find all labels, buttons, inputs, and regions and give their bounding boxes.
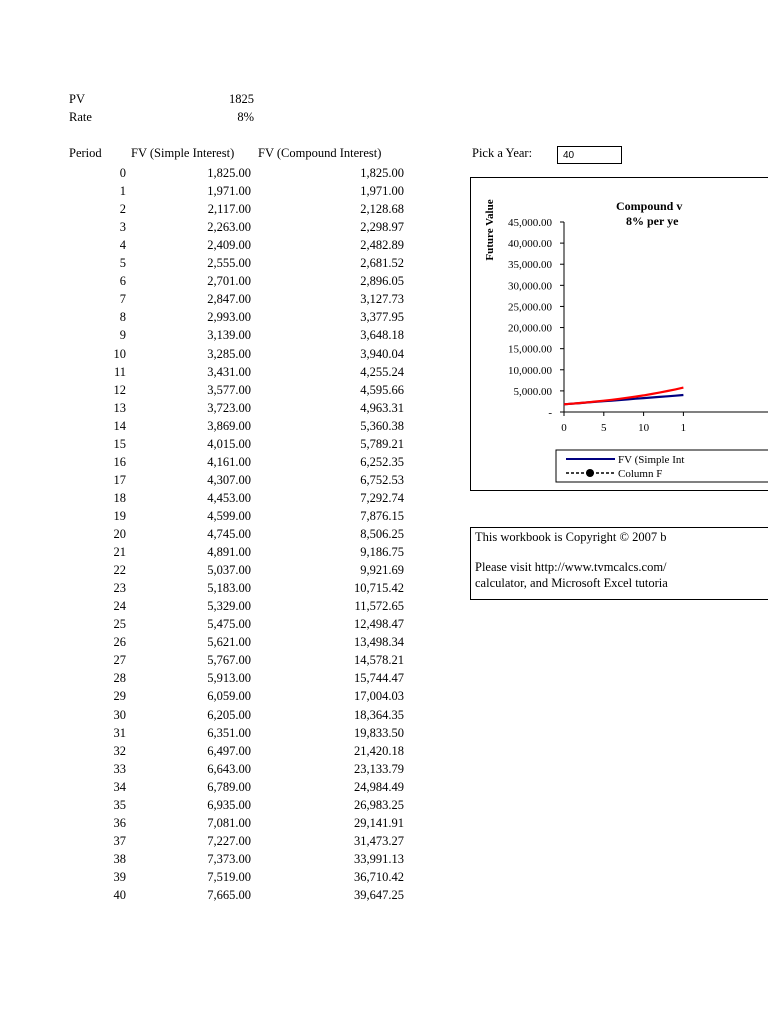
table-row (0, 381, 460, 399)
table-row (0, 525, 460, 543)
period-cell[interactable]: 7 (119, 292, 126, 307)
y-tick-label: 15,000.00 (508, 343, 552, 356)
period-cell[interactable]: 33 (113, 761, 126, 776)
period-cell[interactable]: 17 (113, 472, 126, 487)
fv-compound-cell[interactable]: 39,647.25 (354, 888, 404, 902)
fv-compound-cell[interactable]: 23,133.79 (354, 761, 404, 776)
fv-compound-cell[interactable]: 21,420.18 (354, 743, 404, 758)
fv-compound-cell[interactable]: 5,789.21 (360, 436, 404, 451)
fv-simple-cell[interactable]: 4,599.00 (207, 508, 251, 523)
period-cell[interactable]: 31 (113, 725, 126, 740)
period-cell[interactable]: 34 (113, 779, 126, 794)
table-row (0, 850, 460, 868)
fv-compound-cell[interactable]: 17,004.03 (354, 689, 404, 704)
table-row (0, 435, 460, 453)
table-row (0, 597, 460, 615)
period-cell[interactable]: 18 (113, 490, 126, 505)
fv-compound-cell[interactable]: 11,572.65 (354, 599, 404, 614)
period-cell[interactable]: 16 (113, 454, 126, 469)
fv-simple-cell[interactable]: 2,847.00 (207, 292, 251, 307)
table-row (0, 471, 460, 489)
fv-simple-cell[interactable]: 6,789.00 (207, 779, 251, 794)
period-cell[interactable]: 28 (113, 671, 126, 686)
table-row (0, 507, 460, 525)
period-cell[interactable]: 27 (113, 653, 126, 668)
fv-compound-cell[interactable]: 24,984.49 (354, 779, 404, 794)
fv-simple-cell[interactable]: 3,285.00 (207, 346, 251, 361)
table-row (0, 218, 460, 236)
x-tick-label: 10 (638, 422, 650, 434)
fv-simple-cell[interactable]: 2,993.00 (207, 310, 251, 325)
period-cell[interactable]: 21 (113, 545, 126, 560)
period-cell[interactable]: 11 (113, 364, 126, 379)
table-row (0, 561, 460, 579)
rate-value-cell[interactable]: 8% (237, 110, 254, 124)
period-cell[interactable]: 23 (113, 581, 126, 596)
y-tick-label: 30,000.00 (508, 280, 552, 293)
chart-title-line-2: 8% per ye (626, 214, 679, 228)
period-cell[interactable]: 0 (119, 166, 126, 180)
table-row (0, 687, 460, 705)
period-cell[interactable]: 12 (113, 382, 126, 397)
period-cell[interactable]: 20 (113, 527, 126, 541)
table-row (0, 760, 460, 778)
fv-simple-cell[interactable]: 6,935.00 (207, 797, 251, 812)
fv-simple-cell[interactable]: 6,205.00 (207, 707, 251, 722)
fv-simple-cell[interactable]: 3,431.00 (207, 364, 251, 379)
fv-simple-cell[interactable]: 4,161.00 (207, 454, 251, 469)
table-row (0, 543, 460, 561)
fv-simple-cell[interactable]: 7,519.00 (207, 869, 251, 884)
y-tick-label: 10,000.00 (508, 364, 552, 377)
fv-compound-cell[interactable]: 2,482.89 (360, 238, 404, 253)
period-cell[interactable]: 36 (113, 815, 126, 830)
fv-simple-cell[interactable]: 2,409.00 (207, 238, 251, 253)
fv-simple-cell[interactable]: 7,665.00 (207, 888, 251, 902)
fv-compound-cell[interactable]: 36,710.42 (354, 869, 404, 884)
fv-simple-cell[interactable]: 2,701.00 (207, 274, 251, 289)
x-tick-label: 5 (601, 422, 607, 434)
table-row (0, 489, 460, 507)
copyright-line: This workbook is Copyright © 2007 b (475, 530, 667, 544)
fv-compound-cell[interactable]: 9,921.69 (360, 563, 404, 578)
legend-marker-column-f (586, 469, 594, 477)
fv-compound-cell[interactable]: 33,991.13 (354, 851, 404, 866)
y-tick-label: 25,000.00 (508, 301, 552, 314)
period-cell[interactable]: 8 (119, 310, 126, 325)
period-cell[interactable]: 32 (113, 743, 126, 758)
fv-compound-cell[interactable]: 26,983.25 (354, 797, 404, 812)
header-period: Period (69, 146, 102, 160)
fv-simple-cell[interactable]: 6,497.00 (207, 743, 251, 758)
fv-simple-cell[interactable]: 5,767.00 (207, 653, 251, 668)
fv-simple-cell[interactable]: 5,329.00 (207, 599, 251, 614)
period-cell[interactable]: 24 (113, 599, 126, 614)
period-cell[interactable]: 2 (119, 202, 126, 217)
fv-simple-cell[interactable]: 5,621.00 (207, 635, 251, 650)
period-cell[interactable]: 39 (113, 869, 126, 884)
fv-compound-cell[interactable]: 7,292.74 (360, 490, 404, 505)
period-cell[interactable]: 35 (113, 797, 126, 812)
table-row (0, 651, 460, 669)
pv-value-cell[interactable]: 1825 (229, 92, 254, 106)
fv-compound-cell[interactable]: 4,595.66 (360, 382, 404, 397)
y-tick-label: 35,000.00 (508, 259, 552, 272)
pv-label: PV (69, 92, 85, 106)
fv-compound-cell[interactable]: 31,473.27 (354, 833, 404, 848)
fv-simple-cell[interactable]: 6,059.00 (207, 689, 251, 704)
copyright-note (470, 527, 768, 600)
fv-simple-cell[interactable]: 5,037.00 (207, 563, 251, 578)
fv-compound-cell[interactable]: 2,896.05 (360, 274, 404, 289)
fv-simple-cell[interactable]: 2,555.00 (207, 256, 251, 271)
fv-compound-cell[interactable]: 4,963.31 (360, 400, 404, 415)
fv-compound-cell[interactable]: 9,186.75 (360, 545, 404, 560)
table-row (0, 272, 460, 290)
tutorial-line: calculator, and Microsoft Excel tutoria (475, 576, 668, 590)
period-cell[interactable]: 9 (119, 328, 126, 343)
fv-simple-cell[interactable]: 2,263.00 (207, 220, 251, 235)
fv-simple-cell[interactable]: 3,577.00 (207, 382, 251, 397)
period-cell[interactable]: 13 (113, 400, 126, 415)
period-cell[interactable]: 29 (113, 689, 126, 704)
fv-simple-cell[interactable]: 5,475.00 (207, 617, 251, 632)
pick-year-label: Pick a Year: (472, 146, 533, 160)
rate-label: Rate (69, 110, 92, 124)
x-tick-label: 1 (680, 422, 687, 434)
fv-simple-cell[interactable]: 4,307.00 (207, 472, 251, 487)
table-row (0, 796, 460, 814)
y-tick-label: 5,000.00 (513, 385, 552, 398)
fv-compound-cell[interactable]: 2,681.52 (360, 256, 404, 271)
table-row (0, 579, 460, 597)
fv-compound-cell[interactable]: 6,252.35 (360, 454, 404, 469)
table-row (0, 832, 460, 850)
fv-simple-cell[interactable]: 4,453.00 (207, 490, 251, 505)
fv-compound-cell[interactable]: 2,298.97 (360, 220, 404, 235)
period-cell[interactable]: 26 (113, 635, 126, 650)
period-cell[interactable]: 1 (119, 184, 126, 199)
fv-simple-cell[interactable]: 3,869.00 (207, 418, 251, 433)
fv-simple-cell[interactable]: 4,891.00 (207, 545, 251, 560)
fv-compound-cell[interactable]: 5,360.38 (360, 418, 404, 433)
fv-simple-cell[interactable]: 3,139.00 (207, 328, 251, 343)
y-tick-label: - (548, 407, 552, 419)
fv-compound-cell[interactable]: 10,715.42 (354, 581, 404, 596)
fv-compound-cell[interactable]: 14,578.21 (354, 653, 404, 668)
fv-compound-cell[interactable]: 19,833.50 (354, 725, 404, 740)
table-row (0, 724, 460, 742)
period-cell[interactable]: 15 (113, 436, 126, 451)
chart-container[interactable] (470, 177, 768, 491)
chart-title-line-1: Compound v (616, 199, 683, 213)
fv-simple-cell[interactable]: 1,971.00 (207, 184, 251, 199)
period-cell[interactable]: 25 (113, 617, 126, 632)
fv-table (0, 164, 460, 904)
fv-compound-cell[interactable]: 3,377.95 (360, 310, 404, 325)
table-row (0, 236, 460, 254)
future-value-chart (471, 178, 768, 491)
fv-simple-cell[interactable]: 6,643.00 (207, 761, 251, 776)
table-row (0, 254, 460, 272)
period-cell[interactable]: 5 (119, 256, 126, 271)
fv-simple-cell[interactable]: 1,825.00 (207, 166, 251, 180)
fv-simple-cell[interactable]: 4,745.00 (207, 527, 251, 541)
fv-compound-cell[interactable]: 3,127.73 (360, 292, 404, 307)
table-row (0, 345, 460, 363)
table-row (0, 669, 460, 687)
fv-compound-cell[interactable]: 3,940.04 (360, 346, 404, 361)
period-cell[interactable]: 3 (119, 220, 126, 235)
fv-simple-cell[interactable]: 7,373.00 (207, 851, 251, 866)
table-row (0, 290, 460, 308)
table-row (0, 886, 460, 904)
x-tick-label: 0 (561, 422, 567, 434)
table-row (0, 706, 460, 724)
period-cell[interactable]: 4 (119, 238, 126, 253)
header-fv-compound: FV (Compound Interest) (258, 146, 382, 160)
header-fv-simple: FV (Simple Interest) (131, 146, 235, 160)
period-cell[interactable]: 30 (113, 707, 126, 722)
fv-simple-cell[interactable]: 5,183.00 (207, 581, 251, 596)
table-row (0, 200, 460, 218)
fv-simple-cell[interactable]: 3,723.00 (207, 400, 251, 415)
legend-label-simple: FV (Simple Int (618, 454, 685, 466)
fv-simple-cell[interactable]: 6,351.00 (207, 725, 251, 740)
period-cell[interactable]: 6 (119, 274, 126, 289)
visit-line: Please visit http://www.tvmcalcs.com/ (475, 560, 667, 574)
table-row (0, 326, 460, 344)
fv-compound-cell[interactable]: 3,648.18 (360, 328, 404, 343)
table-row (0, 453, 460, 471)
fv-simple-cell[interactable]: 7,081.00 (207, 815, 251, 830)
y-tick-label: 20,000.00 (508, 322, 552, 335)
period-cell[interactable]: 40 (113, 888, 126, 902)
period-cell[interactable]: 19 (113, 508, 126, 523)
period-cell[interactable]: 37 (113, 833, 126, 848)
y-tick-label: 45,000.00 (508, 217, 552, 229)
table-row (0, 399, 460, 417)
fv-simple-cell[interactable]: 2,117.00 (207, 202, 251, 217)
fv-compound-cell[interactable]: 29,141.91 (354, 815, 404, 830)
table-row (0, 363, 460, 381)
table-row (0, 778, 460, 796)
fv-compound-cell[interactable]: 12,498.47 (354, 617, 404, 632)
fv-compound-cell[interactable]: 4,255.24 (360, 364, 404, 379)
legend-label-column-f: Column F (618, 468, 663, 480)
fv-compound-cell[interactable]: 1,971.00 (360, 184, 404, 199)
fv-compound-cell[interactable]: 8,506.25 (360, 527, 404, 541)
table-row (0, 814, 460, 832)
pick-year-input[interactable] (557, 146, 622, 164)
fv-simple-cell[interactable]: 4,015.00 (207, 436, 251, 451)
table-row (0, 633, 460, 651)
period-cell[interactable]: 22 (113, 563, 126, 578)
fv-compound-cell[interactable]: 6,752.53 (360, 472, 404, 487)
fv-simple-cell[interactable]: 5,913.00 (207, 671, 251, 686)
fv-compound-cell[interactable]: 13,498.34 (354, 635, 404, 650)
fv-compound-cell[interactable]: 18,364.35 (354, 707, 404, 722)
table-row (0, 417, 460, 435)
period-cell[interactable]: 38 (113, 851, 126, 866)
fv-compound-cell[interactable]: 7,876.15 (360, 508, 404, 523)
fv-simple-cell[interactable]: 7,227.00 (207, 833, 251, 848)
table-row (0, 308, 460, 326)
period-cell[interactable]: 14 (113, 418, 126, 433)
table-row (0, 164, 460, 182)
fv-compound-cell[interactable]: 1,825.00 (360, 166, 404, 180)
table-row (0, 742, 460, 760)
fv-compound-cell[interactable]: 15,744.47 (354, 671, 404, 686)
period-cell[interactable]: 10 (113, 346, 126, 361)
table-row (0, 868, 460, 886)
table-row (0, 182, 460, 200)
y-axis-label: Future Value (484, 199, 496, 261)
table-row (0, 615, 460, 633)
y-tick-label: 40,000.00 (508, 238, 552, 251)
fv-compound-cell[interactable]: 2,128.68 (360, 202, 404, 217)
